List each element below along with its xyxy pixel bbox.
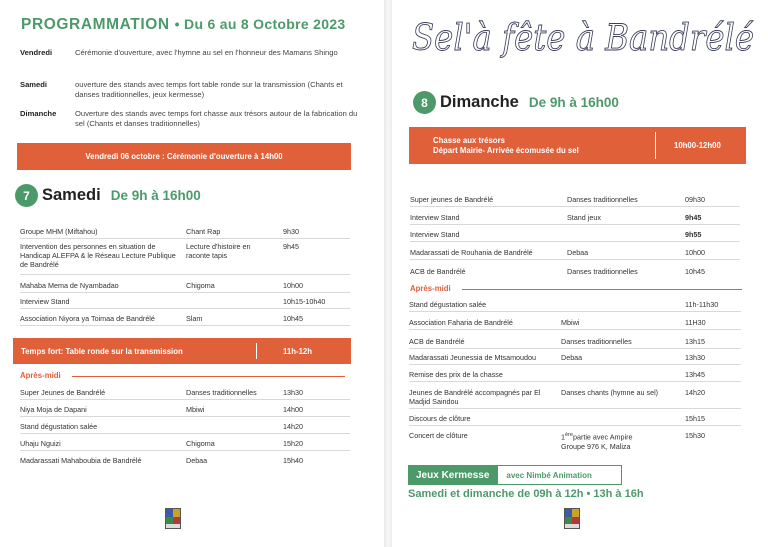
row-time: 14h20 bbox=[283, 422, 303, 431]
row-time: 10h45 bbox=[283, 314, 303, 323]
intro-text: Cérémonie d'ouverture, avec l'hymne au sel en l'honneur des Mamans Shingo bbox=[75, 48, 338, 57]
programme-heading bbox=[21, 16, 346, 34]
row-time: 10h00 bbox=[283, 281, 303, 290]
kermesse-time: Samedi et dimanche de 09h à 12h • 13h à 16h bbox=[408, 488, 644, 500]
row-name: ACB de Bandrélé bbox=[409, 337, 465, 346]
closing-part-ord: 1 bbox=[561, 432, 565, 442]
row-time: 13h45 bbox=[685, 370, 705, 379]
intro-text: Ouverture des stands avec temps fort chasse aux trésors autour de la fabrication du sel (Chants et danses traditionnelles) bbox=[75, 109, 358, 128]
table-row bbox=[20, 439, 350, 451]
intro-day: Dimanche bbox=[20, 109, 57, 118]
row-name: Interview Stand bbox=[410, 230, 460, 239]
row-name: Uhaju Nguizi bbox=[20, 439, 61, 448]
row-name: Madarassati Mahaboubia de Bandrélé bbox=[20, 456, 142, 465]
table-row bbox=[409, 300, 741, 312]
row-activity: Debaa bbox=[567, 248, 589, 257]
row-name: Interview Stand bbox=[20, 297, 70, 306]
banner-divider bbox=[256, 343, 257, 359]
saturday-badge: 7 bbox=[15, 184, 38, 207]
table-row bbox=[20, 281, 350, 293]
afternoon-rule bbox=[72, 376, 345, 377]
row-activity: Chigoma bbox=[186, 281, 215, 290]
intro-friday bbox=[20, 48, 370, 70]
friday-banner-text: Vendredi 06 octobre : Cérémonie d'ouverture à 14h00 bbox=[85, 152, 283, 161]
table-row bbox=[20, 297, 350, 309]
page-fold bbox=[384, 0, 392, 547]
sunday-heading bbox=[413, 91, 619, 114]
row-name: Mahaba Mema de Nyambadao bbox=[20, 281, 119, 290]
row-activity: Chant Rap bbox=[186, 227, 221, 236]
row-time: 9h45 bbox=[685, 213, 702, 222]
kermesse-label: Jeux Kermesse bbox=[408, 465, 497, 485]
treasure-time: 10h00-12h00 bbox=[674, 141, 721, 150]
row-name: Concert de clôture bbox=[409, 431, 468, 440]
commune-logo-icon bbox=[165, 508, 181, 529]
afternoon-rule bbox=[462, 289, 742, 290]
kermesse-banner bbox=[408, 465, 622, 485]
table-row bbox=[20, 388, 350, 400]
row-time: 15h20 bbox=[283, 439, 303, 448]
row-activity: Danses traditionnelles bbox=[561, 337, 632, 346]
saturday-name: Samedi bbox=[42, 186, 101, 204]
table-row bbox=[20, 422, 350, 434]
table-row bbox=[20, 314, 350, 326]
row-activity: Danses traditionnelles bbox=[567, 195, 638, 204]
sunday-name: Dimanche bbox=[440, 93, 519, 111]
row-activity: Mbiwi bbox=[186, 405, 205, 414]
treasure-hunt-banner bbox=[409, 127, 746, 164]
right-page bbox=[392, 0, 768, 547]
row-activity: Danses chants (hymne au sel) bbox=[561, 388, 659, 397]
friday-banner bbox=[17, 143, 351, 170]
intro-day: Samedi bbox=[20, 80, 48, 89]
table-row bbox=[409, 370, 741, 382]
banner-divider bbox=[655, 132, 656, 159]
saturday-hours: De 9h à 16h00 bbox=[110, 188, 201, 203]
row-activity: Mbiwi bbox=[561, 318, 580, 327]
treasure-line1: Chasse aux trésors bbox=[433, 136, 505, 145]
row-activity bbox=[561, 431, 681, 451]
row-time: 14h20 bbox=[685, 388, 705, 397]
saturday-heading bbox=[15, 184, 201, 207]
row-activity: Stand jeux bbox=[567, 213, 601, 222]
row-time: 10h00 bbox=[685, 248, 705, 257]
row-name: Super Jeunes de Bandrélé bbox=[20, 388, 106, 397]
row-time: 15h30 bbox=[685, 431, 705, 440]
closing-part-sup: ère bbox=[565, 432, 573, 438]
sunday-hours: De 9h à 16h00 bbox=[528, 95, 619, 110]
row-name: Intervention des personnes en situation de Handicap ALEFPA & le Réseau Lecture Publique de Bandrélé bbox=[20, 242, 176, 270]
table-row bbox=[20, 242, 350, 275]
temps-fort-time: 11h-12h bbox=[283, 346, 313, 356]
row-activity: Debaa bbox=[186, 456, 208, 465]
commune-logo-icon bbox=[564, 508, 580, 529]
table-row bbox=[410, 213, 740, 225]
row-activity: Slam bbox=[186, 314, 203, 323]
programme-title: PROGRAMMATION bbox=[21, 16, 170, 33]
row-name: Niya Moja de Dapani bbox=[20, 405, 87, 414]
table-row bbox=[409, 337, 741, 349]
row-time: 10h15-10h40 bbox=[283, 297, 326, 306]
table-row bbox=[410, 267, 740, 279]
row-time: 10h45 bbox=[685, 267, 705, 276]
temps-fort-label: Temps fort: Table ronde sur la transmission bbox=[21, 346, 183, 356]
festival-title bbox=[412, 6, 760, 66]
sunday-afternoon-label: Après-midi bbox=[410, 284, 451, 293]
treasure-text bbox=[433, 136, 579, 156]
row-name: Madarassati de Rouhania de Bandrélé bbox=[410, 248, 533, 257]
row-time: 15h15 bbox=[685, 414, 705, 423]
row-activity: Danses traditionnelles bbox=[567, 267, 638, 276]
row-name: Groupe MHM (Miftahou) bbox=[20, 227, 98, 236]
intro-day: Vendredi bbox=[20, 48, 53, 57]
closing-line2: Groupe 976 K, Maliza bbox=[561, 441, 631, 451]
row-time: 9h30 bbox=[283, 227, 299, 236]
row-time: 15h40 bbox=[283, 456, 303, 465]
intro-text: ouverture des stands avec temps fort table ronde sur la transmission (Chants et danses traditionnelles, jeux kermesse) bbox=[75, 80, 343, 99]
row-time: 11H30 bbox=[685, 318, 706, 327]
table-row bbox=[20, 405, 350, 417]
closing-part-rest: partie avec Ampire bbox=[572, 432, 633, 442]
row-activity: Chigoma bbox=[186, 439, 215, 448]
sunday-badge: 8 bbox=[413, 91, 436, 114]
row-time: 9h45 bbox=[283, 242, 299, 251]
row-time: 11h-11h30 bbox=[685, 300, 719, 309]
row-time: 09h30 bbox=[685, 195, 705, 204]
row-activity: Lecture d'histoire en raconte tapis bbox=[186, 242, 251, 261]
row-name: Stand dégustation salée bbox=[20, 422, 98, 431]
table-row bbox=[410, 230, 740, 242]
programme-dates: • Du 6 au 8 Octobre 2023 bbox=[174, 16, 346, 32]
row-name: Association Niyora ya Toimaa de Bandrélé bbox=[20, 314, 155, 323]
row-time: 13h30 bbox=[685, 353, 705, 362]
row-name: Remise des prix de la chasse bbox=[409, 370, 503, 379]
row-name: Super jeunes de Bandrélé bbox=[410, 195, 494, 204]
table-row bbox=[409, 353, 741, 365]
row-name: Madarassati Jeunessia de Mtsamoudou bbox=[409, 353, 537, 362]
row-activity: Debaa bbox=[561, 353, 583, 362]
table-row bbox=[410, 248, 740, 260]
table-row-closing bbox=[409, 431, 741, 455]
intro-sunday bbox=[20, 109, 370, 131]
row-name: Stand dégustation salée bbox=[409, 300, 487, 309]
row-name: Jeunes de Bandrélé accompagnés par El Madjid Saindou bbox=[409, 388, 541, 407]
table-row bbox=[409, 318, 741, 330]
festival-title-text: Sel'à fête à Bandrélé bbox=[412, 18, 754, 59]
row-activity: Danses traditionnelles bbox=[186, 388, 257, 397]
treasure-line2: Départ Mairie- Arrivée écomusée du sel bbox=[433, 146, 579, 155]
kermesse-with: avec Nimbé Animation bbox=[497, 465, 622, 485]
table-row bbox=[20, 456, 350, 468]
temps-fort-banner bbox=[13, 338, 351, 364]
table-row bbox=[20, 227, 350, 239]
row-name: Discours de clôture bbox=[409, 414, 471, 423]
row-time: 13h30 bbox=[283, 388, 303, 397]
table-row bbox=[409, 414, 741, 426]
table-row bbox=[409, 388, 741, 409]
row-name: Interview Stand bbox=[410, 213, 460, 222]
saturday-afternoon-label: Après-midi bbox=[20, 371, 61, 380]
row-name: Association Faharia de Bandrélé bbox=[409, 318, 513, 327]
table-row bbox=[410, 195, 740, 207]
row-time: 9h55 bbox=[685, 230, 702, 239]
row-time: 13h15 bbox=[685, 337, 705, 346]
intro-saturday bbox=[20, 80, 370, 102]
row-time: 14h00 bbox=[283, 405, 303, 414]
row-name: ACB de Bandrélé bbox=[410, 267, 466, 276]
